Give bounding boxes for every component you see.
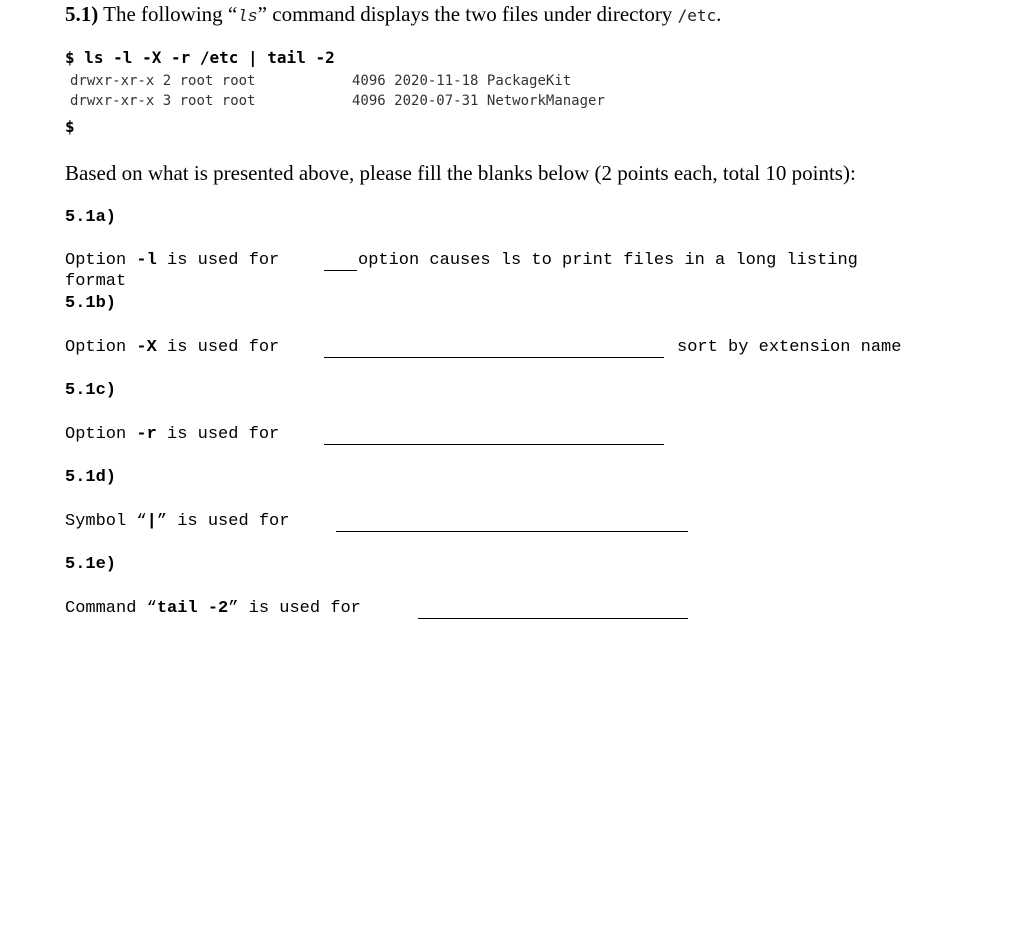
links: 3 [162,93,172,109]
part-prompt [65,251,289,271]
title-text-1: The following “ [98,2,238,26]
part-prompt [65,338,279,358]
filename: NetworkManager [486,93,605,109]
answer-text-continuation: format [65,272,127,291]
perms: drwxr-xr-x [70,73,155,89]
part-label: 5.1c) [65,381,117,400]
answer-blank[interactable] [324,270,357,271]
owner: root [179,73,214,89]
prompt-token: -r [136,425,157,444]
part-label: 5.1d) [65,468,117,487]
title-path: /etc [677,6,717,25]
terminal-prompt: $ [65,117,75,136]
terminal-row-detail [352,72,571,90]
filename: PackageKit [486,73,572,89]
perms: drwxr-xr-x [70,93,155,109]
part-label: 5.1b) [65,294,117,313]
answer-text: option causes ls to print files in a long listing [358,251,858,270]
owner: root [179,93,214,109]
size: 4096 [352,93,386,109]
prompt-token: | [146,512,157,531]
part-label: 5.1e) [65,555,117,574]
terminal-row [70,92,255,110]
prompt-prefix: Option [65,251,137,270]
prompt-prefix: Option [65,425,137,444]
prompt-suffix: is used for [156,251,290,270]
answer-blank[interactable] [324,357,664,358]
prompt-prefix: Option [65,338,137,357]
answer-text: sort by extension name [677,338,902,357]
answer-blank[interactable] [336,531,688,532]
group: root [221,93,256,109]
terminal-command: $ ls -l -X -r /etc | tail -2 [65,48,335,67]
links: 2 [162,73,172,89]
title-text-3: . [716,2,722,26]
part-prompt [65,599,361,619]
size: 4096 [352,73,386,89]
answer-blank[interactable] [324,444,664,445]
terminal-row-detail [352,92,605,110]
instructions: Based on what is presented above, please fill the blanks below (2 points each, total 10 points): [65,161,856,185]
group: root [221,73,256,89]
title-text-2: ” command displays the two files under directory [257,2,678,26]
question-number: 5.1) [65,2,99,26]
prompt-suffix: ” is used for [228,599,361,618]
date: 2020-07-31 [394,93,479,109]
prompt-suffix: ” is used for [156,512,290,531]
title-command: ls [237,8,258,27]
terminal-row [70,72,255,90]
prompt-token: tail -2 [156,599,229,618]
question-title [65,2,721,30]
part-prompt [65,512,289,532]
prompt-suffix: is used for [156,338,280,357]
date: 2020-11-18 [394,73,479,89]
prompt-suffix: is used for [156,425,280,444]
prompt-prefix: Command “ [65,599,157,618]
prompt-token: -X [136,338,157,357]
prompt-token: -l [136,251,157,270]
prompt-prefix: Symbol “ [65,512,147,531]
part-label: 5.1a) [65,208,117,227]
answer-blank[interactable] [418,618,688,619]
part-prompt [65,425,279,445]
